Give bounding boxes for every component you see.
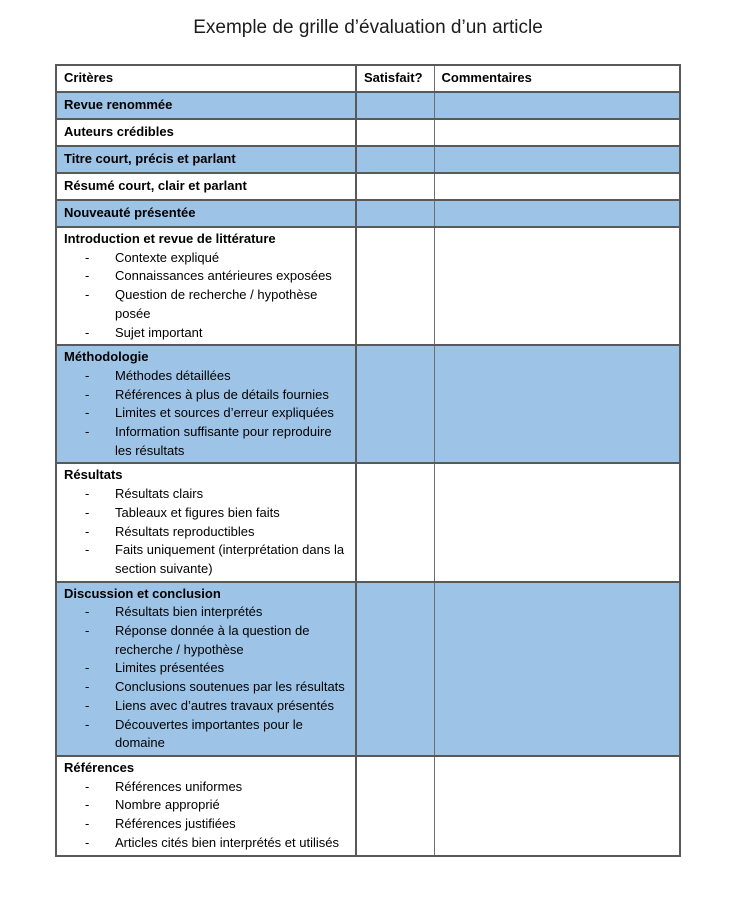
criterion-sub-item (64, 716, 349, 753)
sub-item-text: Références justifiées (115, 816, 236, 832)
dash-bullet: - (85, 816, 90, 832)
dash-bullet: - (85, 287, 90, 303)
satisfied-cell (356, 463, 434, 581)
dash-bullet: - (85, 486, 90, 502)
criterion-sub-item (64, 523, 349, 542)
sub-item-text: Question de recherche / hypothèse posée (115, 287, 318, 321)
dash-bullet: - (85, 660, 90, 676)
sub-item-text: Références uniformes (115, 778, 243, 794)
criterion-title: Méthodologie (64, 349, 149, 365)
dash-bullet: - (85, 834, 90, 850)
dash-bullet: - (85, 604, 90, 620)
sub-item-text: Résultats bien interprétés (115, 604, 263, 620)
criterion-row (56, 756, 680, 856)
dash-bullet: - (85, 424, 90, 440)
criterion-sub-item (64, 834, 349, 853)
criterion-sub-item (64, 324, 349, 343)
dash-bullet: - (85, 623, 90, 639)
criterion-title: Revue renommée (64, 97, 173, 113)
criterion-cell (56, 582, 356, 756)
criterion-cell (56, 173, 356, 200)
dash-bullet: - (85, 386, 90, 402)
criterion-row (56, 173, 680, 200)
dash-bullet: - (85, 523, 90, 539)
criterion-cell (56, 463, 356, 581)
table-header-row (56, 65, 680, 92)
criterion-cell (56, 227, 356, 345)
satisfied-cell (356, 756, 434, 856)
comments-cell (434, 146, 680, 173)
dash-bullet: - (85, 797, 90, 813)
criterion-cell (56, 345, 356, 463)
comments-cell (434, 463, 680, 581)
criterion-row (56, 582, 680, 756)
criterion-sub-item (64, 423, 349, 460)
criterion-sub-item (64, 267, 349, 286)
sub-item-text: Résultats clairs (115, 486, 204, 502)
evaluation-grid-table (55, 64, 681, 857)
criterion-row (56, 119, 680, 146)
column-header-satisfait: Satisfait? (356, 65, 434, 92)
sub-item-text: Connaissances antérieures exposées (115, 268, 332, 284)
criterion-sub-item (64, 659, 349, 678)
dash-bullet: - (85, 504, 90, 520)
criterion-sub-item (64, 815, 349, 834)
comments-cell (434, 173, 680, 200)
dash-bullet: - (85, 778, 90, 794)
criterion-sub-item (64, 541, 349, 578)
criterion-sub-item (64, 286, 349, 323)
satisfied-cell (356, 92, 434, 119)
comments-cell (434, 92, 680, 119)
comments-cell (434, 227, 680, 345)
criterion-cell (56, 119, 356, 146)
sub-item-text: Information suffisante pour reproduire les résultats (115, 424, 332, 458)
criterion-cell (56, 92, 356, 119)
comments-cell (434, 345, 680, 463)
criterion-sub-item (64, 796, 349, 815)
satisfied-cell (356, 173, 434, 200)
criterion-sub-item (64, 504, 349, 523)
sub-item-text: Nombre approprié (115, 797, 220, 813)
criterion-sub-item (64, 622, 349, 659)
sub-item-text: Contexte expliqué (115, 249, 220, 265)
criterion-title: Références (64, 759, 135, 775)
sub-item-text: Découvertes importantes pour le domaine (115, 716, 303, 751)
criterion-sub-item (64, 249, 349, 268)
dash-bullet: - (85, 716, 90, 732)
dash-bullet: - (85, 697, 90, 713)
column-header-criteres: Critères (56, 65, 356, 92)
criterion-sub-item (64, 367, 349, 386)
page-title: Exemple de grille d’évaluation d’un article (193, 17, 543, 38)
sub-item-text: Résultats reproductibles (115, 523, 255, 539)
sub-item-text: Limites et sources d’erreur expliquées (115, 405, 334, 421)
dash-bullet: - (85, 249, 90, 265)
criterion-row (56, 345, 680, 463)
criterion-cell (56, 200, 356, 227)
criterion-title: Introduction et revue de littérature (64, 231, 276, 246)
sub-item-text: Articles cités bien interprétés et utilisés (115, 834, 339, 850)
satisfied-cell (356, 345, 434, 463)
criterion-sub-item (64, 678, 349, 697)
sub-item-text: Tableaux et figures bien faits (115, 504, 280, 520)
dash-bullet: - (85, 542, 90, 558)
sub-item-text: Liens avec d’autres travaux présentés (115, 697, 334, 713)
criterion-title: Nouveauté présentée (64, 205, 196, 221)
criterion-title: Titre court, précis et parlant (64, 151, 236, 167)
dash-bullet: - (85, 367, 90, 383)
criterion-title: Auteurs crédibles (64, 124, 174, 140)
dash-bullet: - (85, 268, 90, 284)
criterion-sub-item (64, 697, 349, 716)
criterion-title: Résumé court, clair et parlant (64, 178, 247, 194)
comments-cell (434, 582, 680, 756)
criterion-row (56, 92, 680, 119)
dash-bullet: - (85, 405, 90, 421)
sub-item-text: Conclusions soutenues par les résultats (115, 679, 345, 695)
satisfied-cell (356, 200, 434, 227)
satisfied-cell (356, 119, 434, 146)
criterion-row (56, 463, 680, 581)
sub-item-text: Limites présentées (115, 660, 225, 676)
sub-item-text: Sujet important (115, 324, 203, 340)
criterion-cell (56, 756, 356, 856)
criterion-row (56, 200, 680, 227)
satisfied-cell (356, 146, 434, 173)
criterion-title: Discussion et conclusion (64, 585, 221, 601)
sub-item-text: Réponse donnée à la question de recherche / hypothèse (115, 623, 310, 657)
criterion-sub-item (64, 404, 349, 423)
criterion-sub-item (64, 485, 349, 504)
sub-item-text: Références à plus de détails fournies (115, 386, 329, 402)
criterion-cell (56, 146, 356, 173)
comments-cell (434, 200, 680, 227)
satisfied-cell (356, 227, 434, 345)
column-header-commentaires: Commentaires (434, 65, 680, 92)
criterion-title: Résultats (64, 467, 123, 483)
comments-cell (434, 119, 680, 146)
satisfied-cell (356, 582, 434, 756)
criterion-row (56, 146, 680, 173)
sub-item-text: Méthodes détaillées (115, 367, 231, 383)
sub-item-text: Faits uniquement (interprétation dans la section suivante) (115, 542, 345, 576)
criterion-row (56, 227, 680, 345)
criterion-sub-item (64, 778, 349, 797)
criterion-sub-item (64, 386, 349, 405)
dash-bullet: - (85, 324, 90, 340)
comments-cell (434, 756, 680, 856)
dash-bullet: - (85, 679, 90, 695)
criterion-sub-item (64, 603, 349, 622)
